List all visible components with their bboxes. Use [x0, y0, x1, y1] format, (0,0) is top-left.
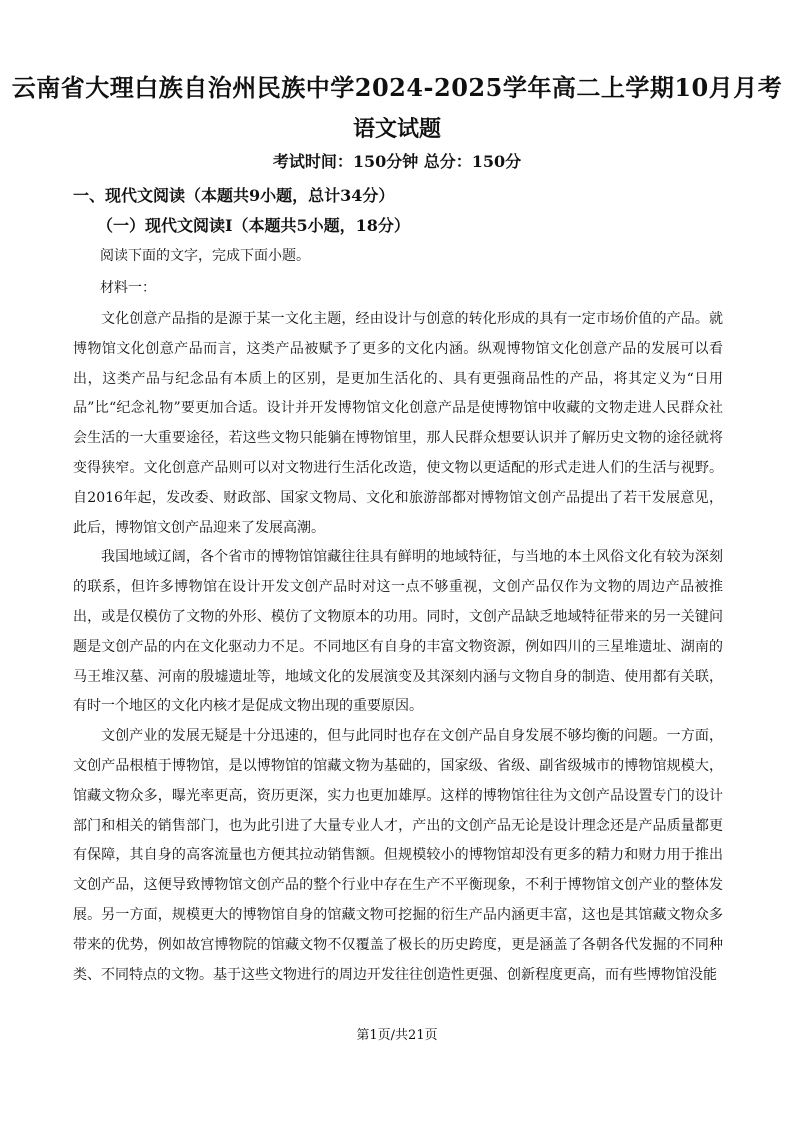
paragraph: 文化创意产品指的是源于某一文化主题，经由设计与创意的转化形成的具有一定市场价值的产品。就博物馆文化创意产品而言，这类产品被赋予了更多的文化内涵。纵观博物馆文化创意产品的发展可以看出，这类产品与纪念品有本质上的区别，是更加生活化的、具有更强商品性的产品，将其定义为“日用品”比“纪念礼物”要更加合适。设计并开发博物馆文化创意产品是使博物馆中收藏的文物走进人民群众社会生活的一大重要途径，若这些文物只能躺在博物馆里，那人民群众想要认识并了解历史文物的途径就将变得狭窄。文化创意产品则可以对文物进行生活化改造，使文物以更适配的形式走进人们的生活与视野。自2016年起，发改委、财政部、国家文物局、文化和旅游部都对博物馆文创产品提出了若干发展意见，此后，博物馆文创产品迎来了发展高潮。	[73, 311, 723, 536]
exam-info: 考试时间：150分钟 总分：150分	[272, 152, 522, 171]
subsection-heading: （一）现代文阅读Ⅰ（本题共5小题，18分）	[97, 216, 410, 235]
reading-instructions: 阅读下面的文字，完成下面小题。	[100, 248, 310, 264]
material-label: 材料一：	[100, 280, 156, 296]
paragraph: 我国地域辽阔，各个省市的博物馆馆藏往往具有鲜明的地域特征，与当地的本土风俗文化有较为深刻的联系，但许多博物馆在设计开发文创产品时对这一点不够重视，文创产品仅作为文物的周边产品被推出，或是仅模仿了文物的外形、模仿了文物原本的功用。同时，文创产品缺乏地域特征带来的另一关键问题是文创产品的内在文化驱动力不足。不同地区有自身的丰富文物资源，例如四川的三星堆遗址、湖南的马王堆汉墓、河南的殷墟遗址等，地域文化的发展演变及其深刻内涵与文物自身的制造、使用都有关联，有时一个地区的文化内核才是促成文物出现的重要原因。	[73, 549, 723, 715]
exam-subtitle: 语文试题	[352, 116, 441, 142]
exam-title: 云南省大理白族自治州民族中学2024-2025学年高二上学期10月月考	[11, 73, 783, 102]
section-heading: 一、现代文阅读（本题共9小题，总计34分）	[73, 186, 395, 205]
page-number: 第1页/共21页	[356, 1028, 438, 1043]
paragraph: 文创产业的发展无疑是十分迅速的，但与此同时也存在文创产品自身发展不够均衡的问题。一方面，文创产品根植于博物馆，是以博物馆的馆藏文物为基础的，国家级、省级、副省级城市的博物馆规模大，馆藏文物众多，曝光率更高，资历更深，实力也更加雄厚。这样的博物馆往往为文创产品设置专门的设计部门和相关的销售部门，也为此引进了大量专业人才，产出的文创产品无论是设计理念还是产品质量都更有保障，其自身的高客流量也方便其拉动销售额。但规模较小的博物馆却没有更多的精力和财力用于推出文创产品，这便导致博物馆文创产品的整个行业中存在生产不平衡现象，不利于博物馆文创产业的整体发展。另一方面，规模更大的博物馆自身的馆藏文物可挖掘的衍生产品内涵更丰富，这也是其馆藏文物众多带来的优势，例如故宫博物院的馆藏文物不仅覆盖了极长的历史跨度，更是涵盖了各朝各代发掘的不同种类、不同特点的文物。基于这些文物进行的周边开发往往创造性更强、创新程度更高，而有些博物馆没能	[73, 728, 723, 983]
material-body	[73, 305, 723, 990]
